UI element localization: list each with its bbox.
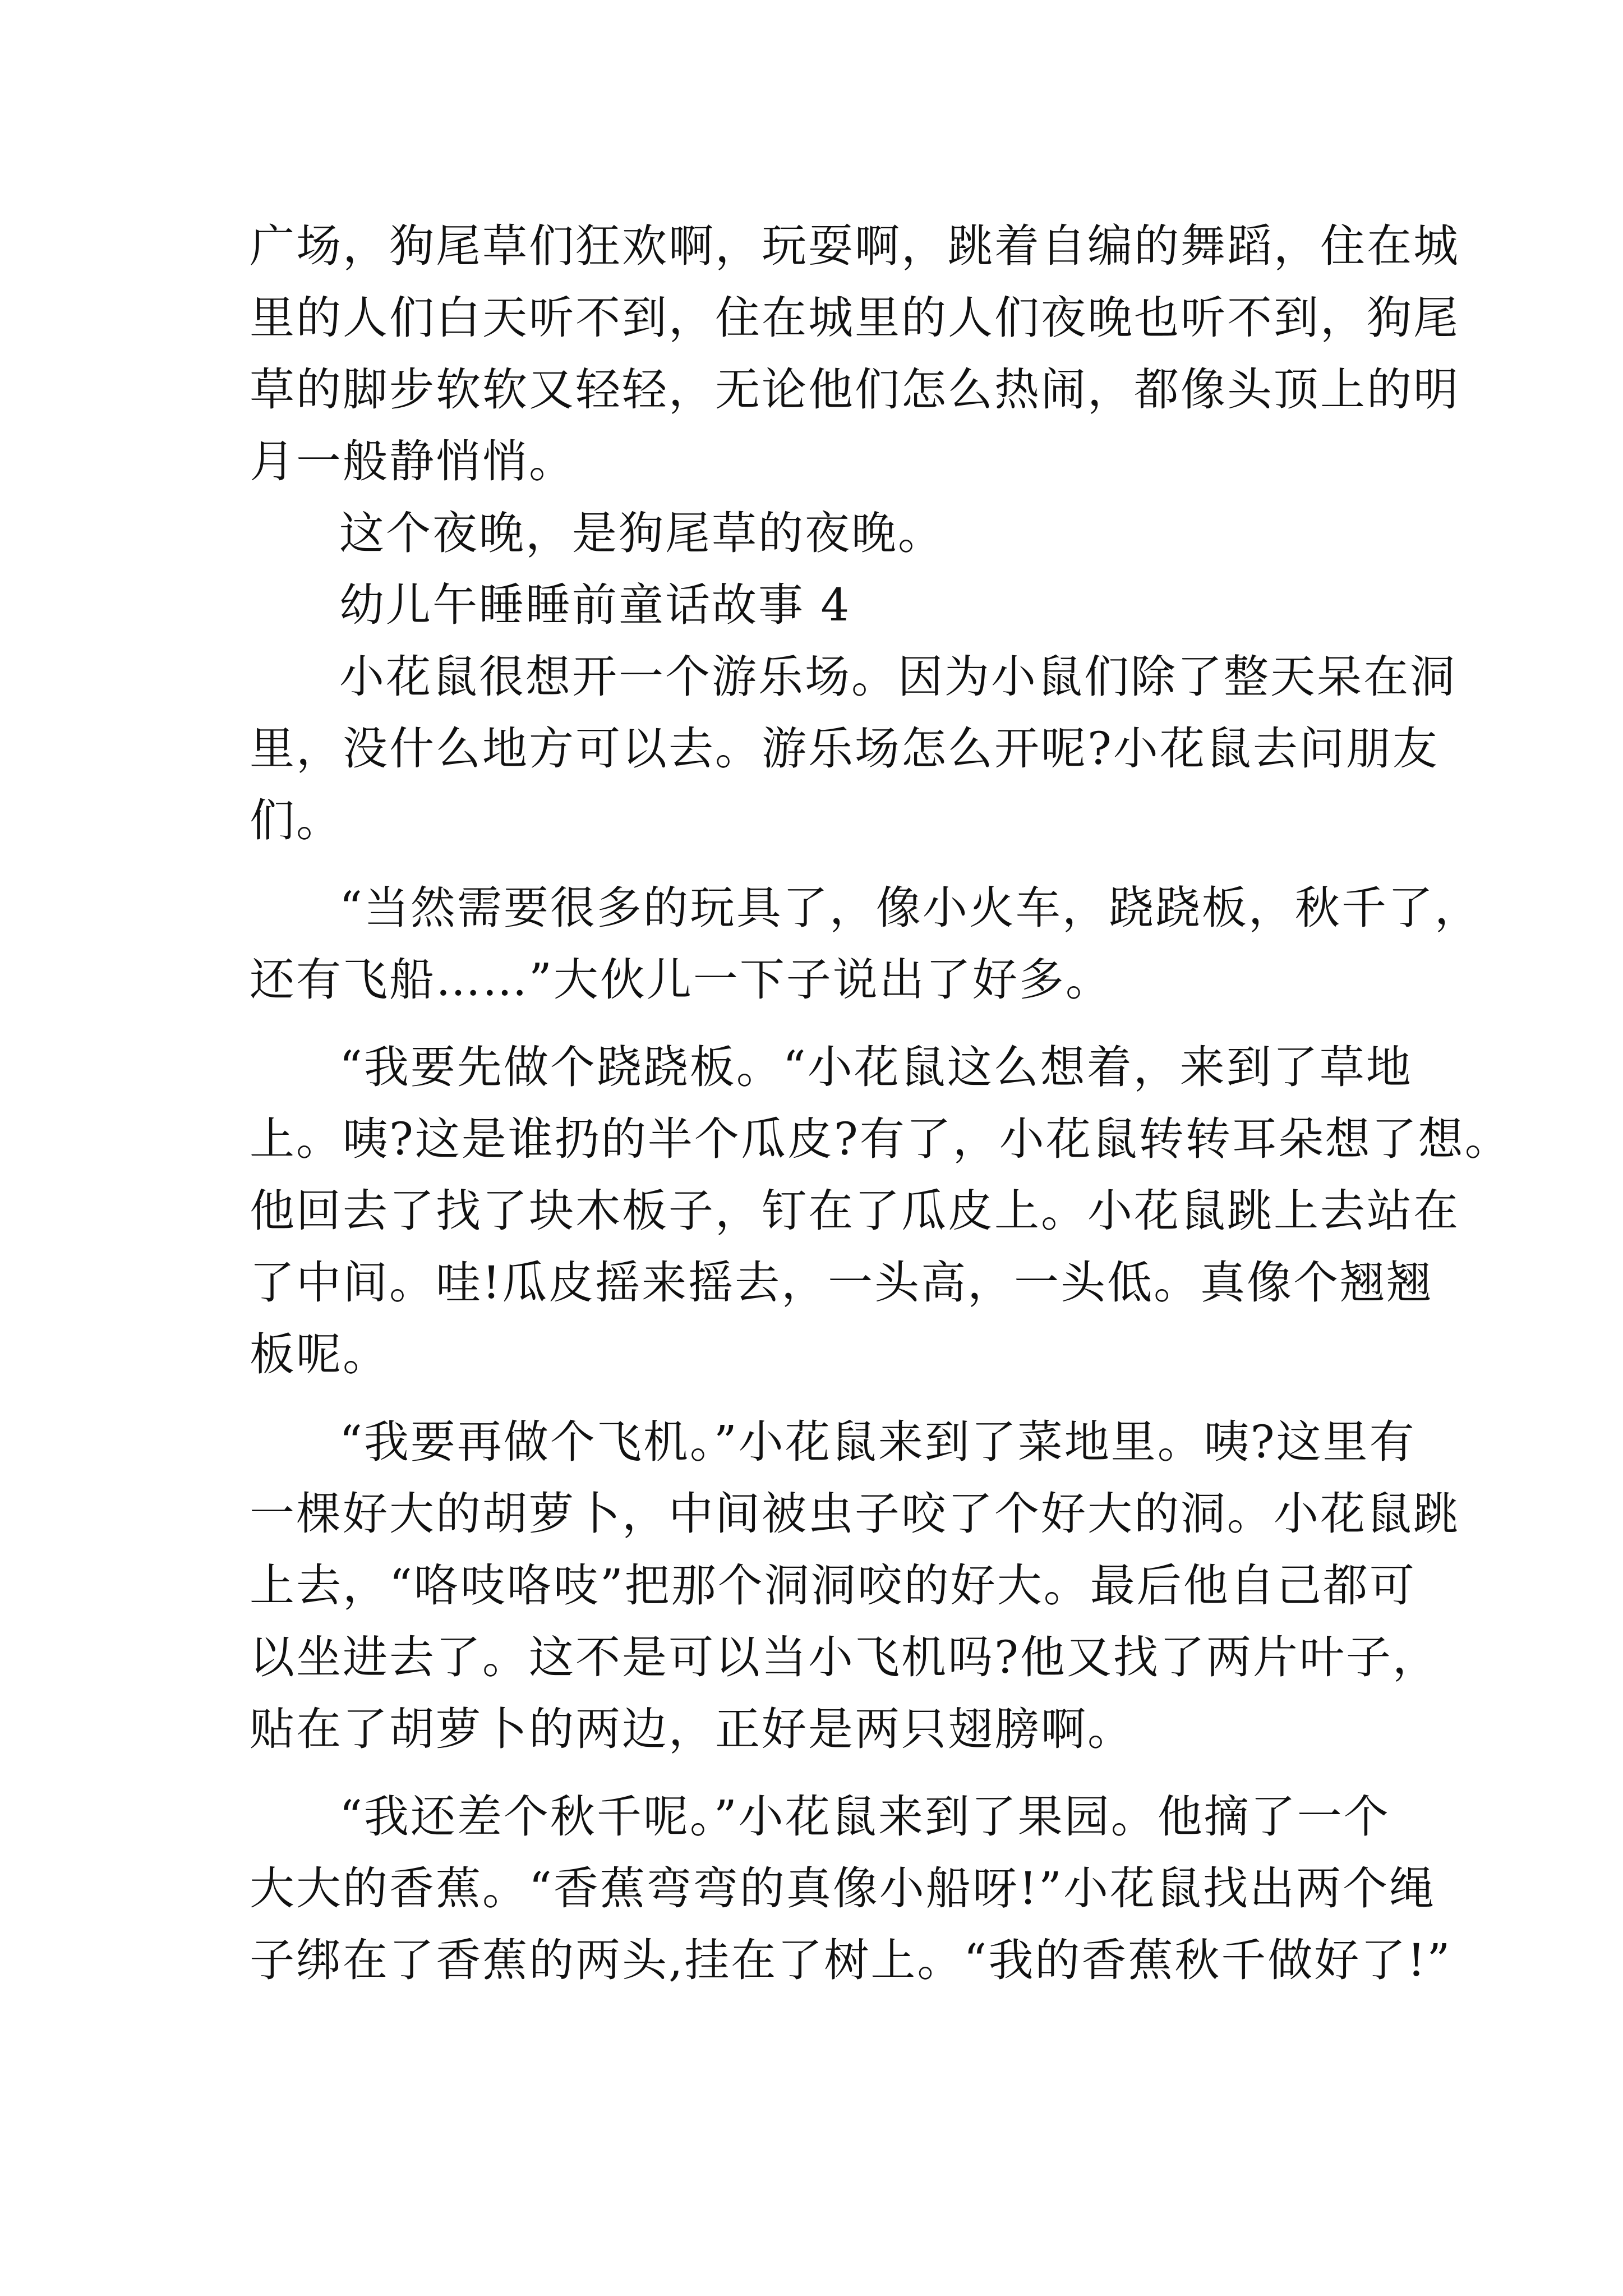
paragraph-1 xyxy=(250,210,1460,498)
text-line: “我要先做个跷跷板。“小花鼠这么想着，来到了草地 xyxy=(339,1041,1413,1093)
text-line: 上。咦?这是谁扔的半个瓜皮?有了，小花鼠转转耳朵想了想。 xyxy=(250,1113,1511,1165)
paragraph-3 xyxy=(250,641,1456,857)
text-line: 板呢。 xyxy=(250,1328,389,1381)
text-line: 贴在了胡萝卜的两边，正好是两只翅膀啊。 xyxy=(250,1703,1134,1755)
text-line: 一棵好大的胡萝卜，中间被虫子咬了个好大的洞。小花鼠跳 xyxy=(250,1488,1460,1540)
text-line: 以坐进去了。这不是可以当小飞机吗?他又找了两片叶子， xyxy=(250,1631,1439,1683)
paragraph-6 xyxy=(250,1406,1460,1765)
paragraph-5 xyxy=(250,1032,1511,1391)
text-line: 还有飞船……”大伙儿一下子说出了好多。 xyxy=(250,954,1112,1006)
text-line: 大大的香蕉。“香蕉弯弯的真像小船呀!”小花鼠找出两个绳 xyxy=(250,1862,1436,1915)
text-line: “当然需要很多的玩具了，像小火车，跷跷板，秋千了， xyxy=(339,882,1481,934)
text-line: 里，没什么地方可以去。游乐场怎么开呢?小花鼠去问朋友 xyxy=(250,723,1439,775)
paragraph-2 xyxy=(250,498,1385,569)
text-line: 月一般静悄悄。 xyxy=(250,435,575,487)
text-line: 广场，狗尾草们狂欢啊，玩耍啊，跳着自编的舞蹈，住在城 xyxy=(250,220,1460,272)
document-body xyxy=(250,210,1511,1996)
text-line: 小花鼠很想开一个游乐场。因为小鼠们除了整天呆在洞 xyxy=(339,651,1456,703)
text-line: “我还差个秋千呢。”小花鼠来到了果园。他摘了一个 xyxy=(339,1791,1390,1843)
text-line: 上去，“咯吱咯吱”把那个洞洞咬的好大。最后他自己都可 xyxy=(250,1559,1416,1612)
text-line: 草的脚步软软又轻轻，无论他们怎么热闹，都像头顶上的明 xyxy=(250,364,1460,416)
text-line: 他回去了找了块木板子，钉在了瓜皮上。小花鼠跳上去站在 xyxy=(250,1185,1460,1237)
text-line: 了中间。哇!瓜皮摇来摇去，一头高，一头低。真像个翘翘 xyxy=(250,1257,1433,1309)
text-line: 们。 xyxy=(250,794,343,846)
story-heading xyxy=(250,569,1385,641)
text-line: 这个夜晚，是狗尾草的夜晚。 xyxy=(339,507,944,559)
text-line: 里的人们白天听不到，住在城里的人们夜晚也听不到，狗尾 xyxy=(250,292,1460,344)
paragraph-4 xyxy=(250,872,1481,1016)
text-line: 子绑在了香蕉的两头,挂在了树上。“我的香蕉秋千做好了!” xyxy=(250,1934,1452,1986)
text-line: “我要再做个飞机。”小花鼠来到了菜地里。咦?这里有 xyxy=(339,1416,1416,1468)
heading-line: 幼儿午睡睡前童话故事 4 xyxy=(339,579,851,631)
paragraph-7 xyxy=(250,1781,1452,1996)
